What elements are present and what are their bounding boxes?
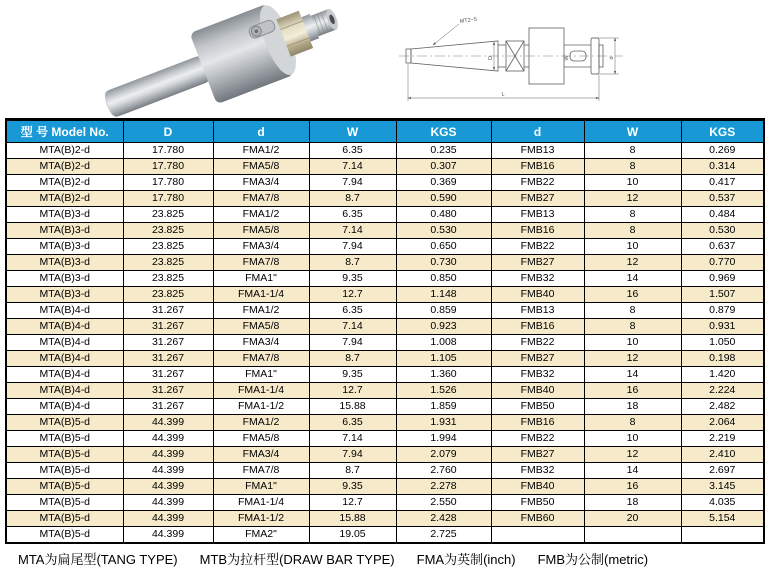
col-header-W-metric: W	[584, 120, 681, 143]
cell: 8	[584, 415, 681, 431]
cell: FMA1/2	[213, 415, 309, 431]
cell: MTA(B)4-d	[6, 351, 123, 367]
cell: 1.360	[396, 367, 491, 383]
cell: MTA(B)5-d	[6, 463, 123, 479]
cell: FMB22	[491, 431, 584, 447]
cell: 2.224	[681, 383, 764, 399]
cell: 0.417	[681, 175, 764, 191]
cell: MTA(B)2-d	[6, 175, 123, 191]
col-header-KGS-metric: KGS	[681, 120, 764, 143]
arbor-shank	[103, 54, 212, 118]
cell: FMA7/8	[213, 191, 309, 207]
table-row	[6, 431, 764, 447]
cell: 7.14	[309, 159, 396, 175]
table-row	[6, 495, 764, 511]
cell: FMB27	[491, 191, 584, 207]
cell: 0.484	[681, 207, 764, 223]
cell: MTA(B)4-d	[6, 335, 123, 351]
cell	[584, 527, 681, 544]
cell: FMA1"	[213, 479, 309, 495]
footnote	[18, 549, 767, 568]
cell: 6.35	[309, 303, 396, 319]
cell: 1.105	[396, 351, 491, 367]
table-row	[6, 207, 764, 223]
cell: 2.079	[396, 447, 491, 463]
cell: 31.267	[123, 335, 213, 351]
cell: FMB22	[491, 335, 584, 351]
cell: 3.145	[681, 479, 764, 495]
cell: FMA1-1/4	[213, 495, 309, 511]
cell: 16	[584, 383, 681, 399]
cell: 6.35	[309, 143, 396, 159]
cell: 15.88	[309, 511, 396, 527]
cell: 7.94	[309, 175, 396, 191]
cell: FMA5/8	[213, 223, 309, 239]
col-header-D: D	[123, 120, 213, 143]
table-row	[6, 303, 764, 319]
dim-label-W: W	[564, 55, 570, 61]
col-header-d-inch: d	[213, 120, 309, 143]
spec-table	[5, 118, 765, 544]
cell: 14	[584, 367, 681, 383]
cell: 4.035	[681, 495, 764, 511]
cell: 0.235	[396, 143, 491, 159]
cell: FMA1/2	[213, 143, 309, 159]
cell: FMA7/8	[213, 351, 309, 367]
cell: MTA(B)3-d	[6, 287, 123, 303]
table-row	[6, 511, 764, 527]
cell: 2.278	[396, 479, 491, 495]
dim-label-d: d	[609, 56, 615, 60]
cell: 44.399	[123, 495, 213, 511]
table-row	[6, 255, 764, 271]
cell: 44.399	[123, 447, 213, 463]
cell: 23.825	[123, 271, 213, 287]
cell: 0.770	[681, 255, 764, 271]
table-row	[6, 175, 764, 191]
cell: FMA5/8	[213, 431, 309, 447]
col-header-W-inch: W	[309, 120, 396, 143]
header-row	[6, 120, 764, 143]
leader-label: MT2~5	[459, 16, 478, 25]
cell: MTA(B)5-d	[6, 495, 123, 511]
cell: 7.94	[309, 335, 396, 351]
table-row	[6, 159, 764, 175]
cell: FMA1-1/4	[213, 383, 309, 399]
table-row	[6, 447, 764, 463]
table-row	[6, 335, 764, 351]
cell: MTA(B)4-d	[6, 367, 123, 383]
cell: FMA1/2	[213, 303, 309, 319]
cell: MTA(B)3-d	[6, 271, 123, 287]
cell: FMB27	[491, 447, 584, 463]
cell: 44.399	[123, 415, 213, 431]
cell: FMB40	[491, 479, 584, 495]
cell: 0.269	[681, 143, 764, 159]
cell: FMB50	[491, 399, 584, 415]
table-row	[6, 319, 764, 335]
cell: 17.780	[123, 143, 213, 159]
hero-section	[0, 0, 767, 118]
footnote-fma: FMA为英制(inch)	[416, 552, 516, 567]
cell: 0.879	[681, 303, 764, 319]
cell: 1.931	[396, 415, 491, 431]
cell: 2.064	[681, 415, 764, 431]
cell: MTA(B)2-d	[6, 191, 123, 207]
cell: 2.482	[681, 399, 764, 415]
cell: 7.14	[309, 319, 396, 335]
cell: FMA1/2	[213, 207, 309, 223]
footnote-fmb: FMB为公制(metric)	[537, 552, 649, 567]
cell: 9.35	[309, 367, 396, 383]
cell: 2.760	[396, 463, 491, 479]
cell: 10	[584, 335, 681, 351]
cell: MTA(B)4-d	[6, 399, 123, 415]
cell: 9.35	[309, 479, 396, 495]
cell: 10	[584, 239, 681, 255]
cell: FMB50	[491, 495, 584, 511]
table-row	[6, 287, 764, 303]
cell: 0.307	[396, 159, 491, 175]
cell: 0.530	[396, 223, 491, 239]
cell: 1.050	[681, 335, 764, 351]
cell: 2.725	[396, 527, 491, 544]
cell: FMA3/4	[213, 175, 309, 191]
table-row	[6, 191, 764, 207]
cell	[491, 527, 584, 544]
cell: 12	[584, 255, 681, 271]
cell: 15.88	[309, 399, 396, 415]
cell: 1.994	[396, 431, 491, 447]
cell: 0.969	[681, 271, 764, 287]
cell: 31.267	[123, 367, 213, 383]
cell: 10	[584, 175, 681, 191]
cell: 17.780	[123, 191, 213, 207]
cell: 0.590	[396, 191, 491, 207]
cell: MTA(B)4-d	[6, 303, 123, 319]
cell: 1.859	[396, 399, 491, 415]
cell: FMB16	[491, 159, 584, 175]
cell: 8.7	[309, 351, 396, 367]
cell: 0.198	[681, 351, 764, 367]
cell: 14	[584, 463, 681, 479]
table-row	[6, 143, 764, 159]
technical-drawing	[393, 0, 678, 115]
cell: 1.526	[396, 383, 491, 399]
footnote-mta: MTA为扁尾型(TANG TYPE)	[18, 552, 178, 567]
cell: FMB27	[491, 255, 584, 271]
cell: 23.825	[123, 239, 213, 255]
cell: 1.420	[681, 367, 764, 383]
cell: 0.650	[396, 239, 491, 255]
cell: 12.7	[309, 495, 396, 511]
cell: 1.008	[396, 335, 491, 351]
cell: 14	[584, 271, 681, 287]
cell: 44.399	[123, 527, 213, 544]
cell: FMB27	[491, 351, 584, 367]
cell: FMA3/4	[213, 447, 309, 463]
cell: 7.14	[309, 223, 396, 239]
cell: 16	[584, 479, 681, 495]
cell: MTA(B)5-d	[6, 511, 123, 527]
col-header-d-metric: d	[491, 120, 584, 143]
col-header-KGS-inch: KGS	[396, 120, 491, 143]
cell: FMB32	[491, 463, 584, 479]
cell: 7.94	[309, 239, 396, 255]
cell: 23.825	[123, 223, 213, 239]
cell: 20	[584, 511, 681, 527]
table-row	[6, 463, 764, 479]
table-row	[6, 383, 764, 399]
cell: 0.730	[396, 255, 491, 271]
cell: FMA3/4	[213, 335, 309, 351]
cell: 8	[584, 319, 681, 335]
cell: 8	[584, 223, 681, 239]
spec-table-body	[6, 143, 764, 544]
cell: 12.7	[309, 287, 396, 303]
cell: MTA(B)4-d	[6, 319, 123, 335]
cell: FMB13	[491, 303, 584, 319]
cell: 8.7	[309, 463, 396, 479]
cell: MTA(B)5-d	[6, 479, 123, 495]
cell: 0.537	[681, 191, 764, 207]
cell: 2.697	[681, 463, 764, 479]
cell: 1.148	[396, 287, 491, 303]
cell: MTA(B)5-d	[6, 447, 123, 463]
cell: 16	[584, 287, 681, 303]
cell: MTA(B)5-d	[6, 527, 123, 544]
cell: FMA1"	[213, 367, 309, 383]
cell: 0.859	[396, 303, 491, 319]
cell: 7.94	[309, 447, 396, 463]
cell: FMA7/8	[213, 463, 309, 479]
cell: MTA(B)3-d	[6, 239, 123, 255]
cell: FMB16	[491, 223, 584, 239]
dim-label-L: L	[501, 92, 505, 98]
cell: 12	[584, 191, 681, 207]
cell: 8	[584, 159, 681, 175]
cell: FMB22	[491, 239, 584, 255]
cell: FMB40	[491, 287, 584, 303]
cell: FMB60	[491, 511, 584, 527]
cell: MTA(B)3-d	[6, 255, 123, 271]
cell: MTA(B)5-d	[6, 415, 123, 431]
cell: FMA3/4	[213, 239, 309, 255]
cell: FMA5/8	[213, 159, 309, 175]
cell: 17.780	[123, 159, 213, 175]
cell: FMB13	[491, 207, 584, 223]
cell: 23.825	[123, 207, 213, 223]
cell: 12	[584, 447, 681, 463]
cell: 2.428	[396, 511, 491, 527]
table-row	[6, 367, 764, 383]
table-row	[6, 351, 764, 367]
cell: 44.399	[123, 431, 213, 447]
cell: FMB16	[491, 415, 584, 431]
cell: FMB16	[491, 319, 584, 335]
cell: 0.637	[681, 239, 764, 255]
cell: FMB32	[491, 367, 584, 383]
cell: 6.35	[309, 415, 396, 431]
spec-table-header	[6, 120, 764, 143]
cell: 44.399	[123, 479, 213, 495]
product-photo	[90, 0, 370, 118]
table-row	[6, 527, 764, 544]
cell: 31.267	[123, 399, 213, 415]
leader-line	[433, 24, 459, 45]
table-row	[6, 223, 764, 239]
cell: 9.35	[309, 271, 396, 287]
cell: 8	[584, 303, 681, 319]
cell: 19.05	[309, 527, 396, 544]
cell: 18	[584, 399, 681, 415]
cell: 0.850	[396, 271, 491, 287]
cell: FMA1-1/2	[213, 511, 309, 527]
cell: 10	[584, 431, 681, 447]
cell: 12.7	[309, 383, 396, 399]
cell: 2.550	[396, 495, 491, 511]
cell: 12	[584, 351, 681, 367]
cell: FMB22	[491, 175, 584, 191]
cell: 31.267	[123, 303, 213, 319]
cell: FMA1-1/4	[213, 287, 309, 303]
cell: 44.399	[123, 463, 213, 479]
cell: MTA(B)3-d	[6, 207, 123, 223]
cell: 31.267	[123, 351, 213, 367]
cell: FMA2"	[213, 527, 309, 544]
cell: 8	[584, 143, 681, 159]
cell: 23.825	[123, 255, 213, 271]
col-header-model: 型 号 Model No.	[6, 120, 123, 143]
table-row	[6, 479, 764, 495]
cell: FMB40	[491, 383, 584, 399]
cell: MTA(B)5-d	[6, 431, 123, 447]
cell: 17.780	[123, 175, 213, 191]
cell: 31.267	[123, 383, 213, 399]
cell: FMA7/8	[213, 255, 309, 271]
arbor-photo-group	[93, 0, 349, 118]
cell: FMB32	[491, 271, 584, 287]
cell: FMB13	[491, 143, 584, 159]
cell: 8	[584, 207, 681, 223]
cell	[681, 527, 764, 544]
table-row	[6, 239, 764, 255]
table-row	[6, 271, 764, 287]
cell: MTA(B)3-d	[6, 223, 123, 239]
cell: 8.7	[309, 255, 396, 271]
cell: FMA5/8	[213, 319, 309, 335]
cell: 0.530	[681, 223, 764, 239]
table-row	[6, 399, 764, 415]
footnote-mtb: MTB为拉杆型(DRAW BAR TYPE)	[199, 552, 395, 567]
cell: 5.154	[681, 511, 764, 527]
cell: 0.923	[396, 319, 491, 335]
cell: 31.267	[123, 319, 213, 335]
cell: MTA(B)4-d	[6, 383, 123, 399]
cell: 6.35	[309, 207, 396, 223]
cell: MTA(B)2-d	[6, 143, 123, 159]
cell: 8.7	[309, 191, 396, 207]
table-row	[6, 415, 764, 431]
cell: 7.14	[309, 431, 396, 447]
cell: 2.219	[681, 431, 764, 447]
cell: 0.369	[396, 175, 491, 191]
cell: 2.410	[681, 447, 764, 463]
cell: FMA1"	[213, 271, 309, 287]
cell: FMA1-1/2	[213, 399, 309, 415]
cell: 18	[584, 495, 681, 511]
cell: 0.931	[681, 319, 764, 335]
cell: 1.507	[681, 287, 764, 303]
cell: 23.825	[123, 287, 213, 303]
cell: 44.399	[123, 511, 213, 527]
cell: 0.314	[681, 159, 764, 175]
cell: 0.480	[396, 207, 491, 223]
dim-label-D: D	[488, 56, 494, 60]
cell: MTA(B)2-d	[6, 159, 123, 175]
